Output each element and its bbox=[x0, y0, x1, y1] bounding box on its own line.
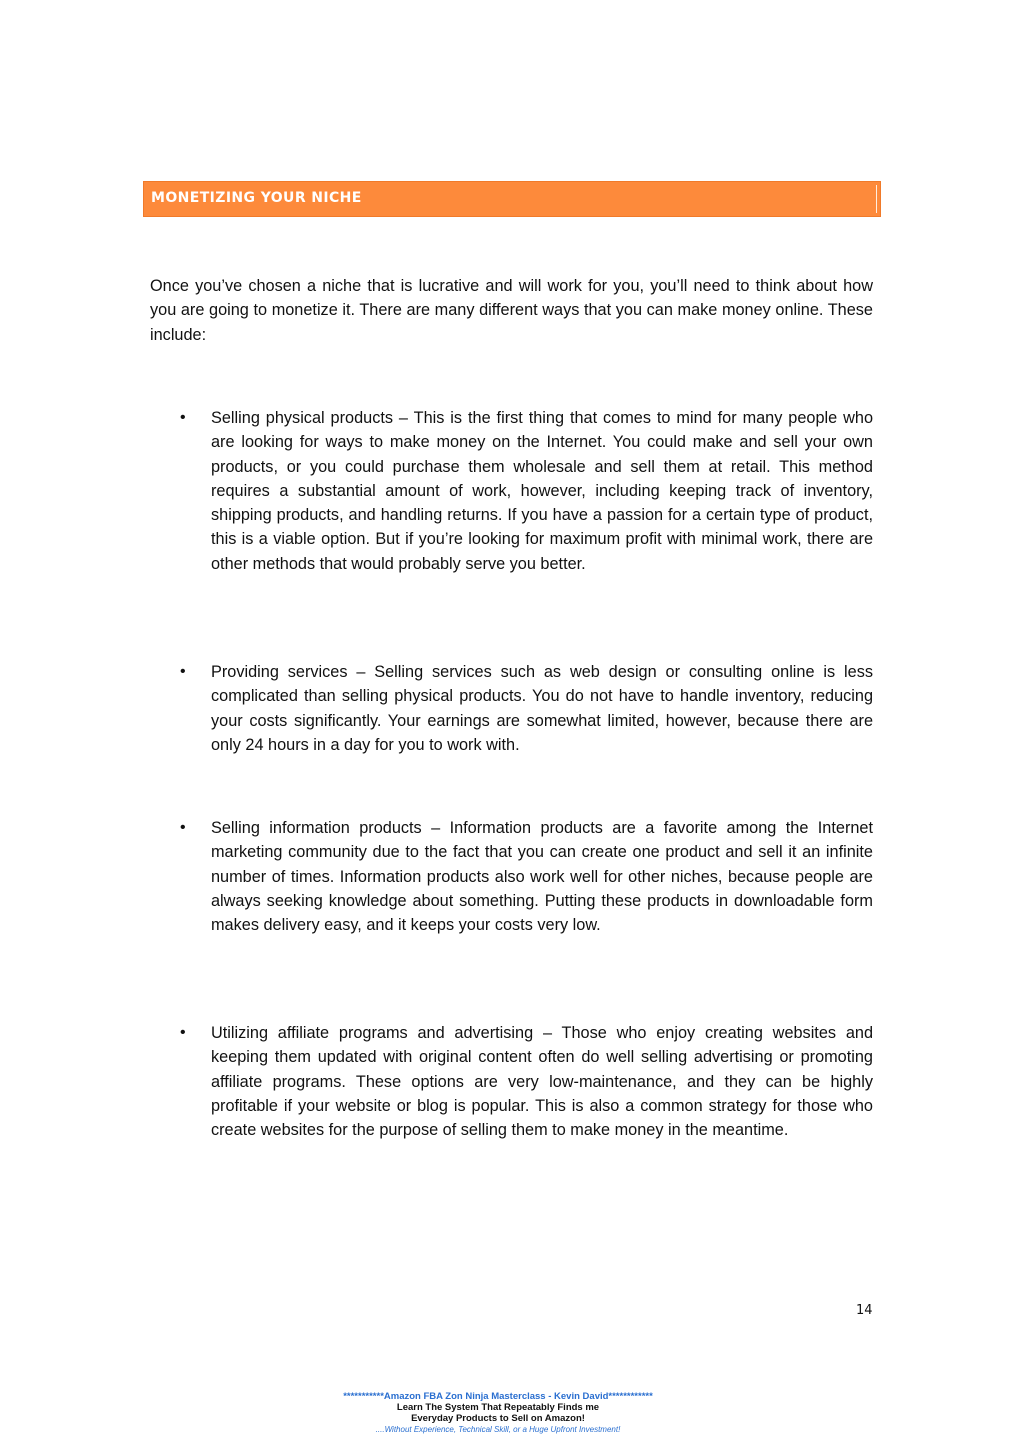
list-item-text: Selling information products – Information products are a favorite among the Internet marketing community due to the fact that you can create one product and sell it an infinite number of times. Information products also work well for other niches, because people are always seeking knowledge about something. Putting these products in downloadable form makes delivery easy, and it keeps your costs very low. bbox=[211, 819, 873, 935]
bullet-icon: • bbox=[180, 409, 186, 426]
footer-promo bbox=[312, 1391, 684, 1435]
list-item-services bbox=[150, 660, 873, 757]
footer-subtitle-line-2: Everyday Products to Sell on Amazon! bbox=[411, 1413, 585, 1424]
footer-subtitle-line-1: Learn The System That Repeatably Finds me bbox=[396, 1402, 600, 1413]
section-heading: MONETIZING YOUR NICHE bbox=[151, 190, 362, 206]
bullet-icon: • bbox=[180, 663, 186, 680]
list-item-text: Utilizing affiliate programs and advertising – Those who enjoy creating websites and keeping them updated with original content often do well selling advertising or promoting affiliate programs. These options are very low-maintenance, and they can be highly profitable if your website or blog is popular. This is also a common strategy for those who create websites for the purpose of selling them to make money in the meantime. bbox=[211, 1024, 873, 1140]
bullet-icon: • bbox=[180, 1024, 186, 1041]
list-item-affiliate-programs bbox=[150, 1021, 873, 1142]
footer-title: ***********Amazon FBA Zon Ninja Masterclass - Kevin David************ bbox=[343, 1391, 653, 1402]
section-heading-bar bbox=[143, 181, 881, 217]
list-item-text: Selling physical products – This is the first thing that comes to mind for many people who are looking for ways to make money on the Internet. You could make and sell your own products, or you could purchase them wholesale and sell them at retail. This method requires a substantial amount of work, however, including keeping track of inventory, shipping products, and handling returns. If you have a passion for a certain type of product, this is a viable option. But if you’re looking for maximum profit with minimal work, there are other methods that would probably serve you better. bbox=[211, 409, 873, 573]
intro-paragraph: Once you’ve chosen a niche that is lucrative and will work for you, you’ll need to think about how you are going to monetize it. There are many different ways that you can make money online. These include: bbox=[150, 277, 873, 344]
list-item-physical-products bbox=[150, 406, 873, 576]
list-item-text: Providing services – Selling services such as web design or consulting online is less complicated than selling physical products. You do not have to handle inventory, reducing your costs significantly. Your earnings are somewhat limited, however, because there are only 24 hours in a day for you to work with. bbox=[211, 663, 873, 754]
bullet-icon: • bbox=[180, 819, 186, 836]
page-number: 14 bbox=[856, 1303, 873, 1318]
footer-tagline: ....Without Experience, Technical Skill, or a Huge Upfront Investment! bbox=[375, 1425, 621, 1434]
list-item-information-products bbox=[150, 816, 873, 937]
